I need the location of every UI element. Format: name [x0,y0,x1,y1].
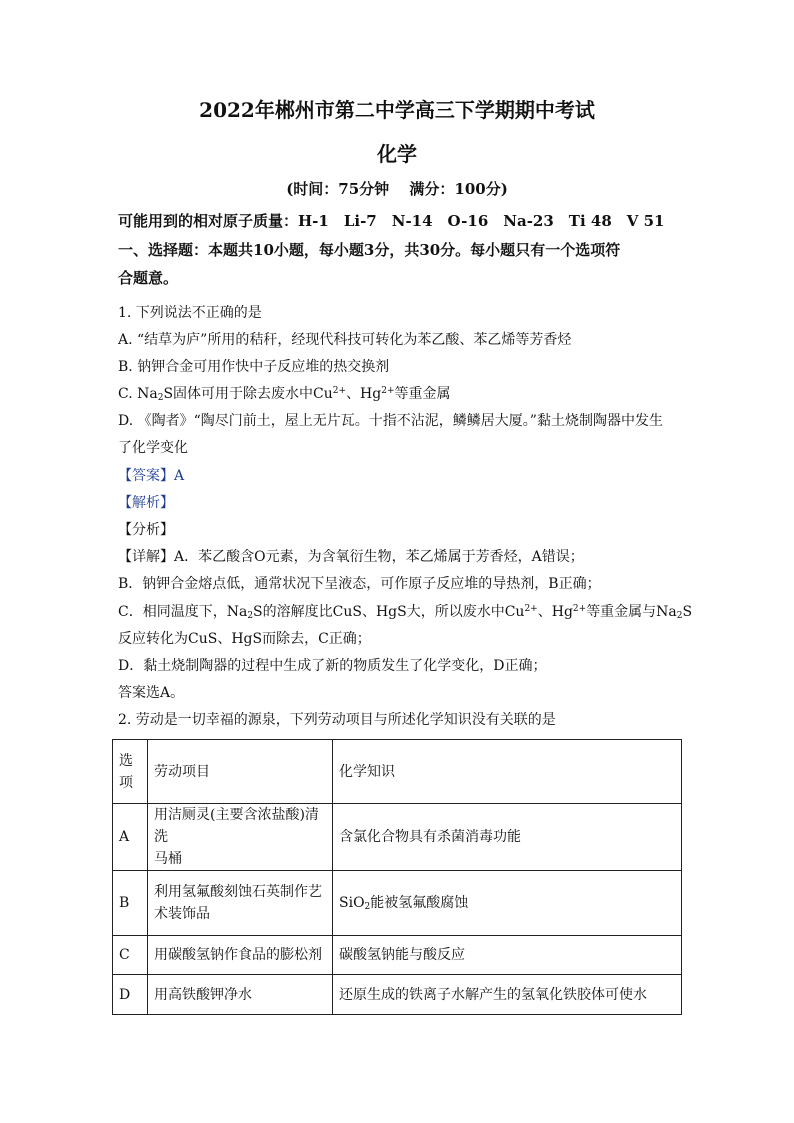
row-option: A [113,804,148,871]
row-labor-item: 利用氢氟酸刻蚀石英制作艺 术装饰品 [148,871,333,936]
subject-title: 化学 [377,142,417,166]
q1-option-d: D. 《陶者》“陶尽门前土，屋上无片瓦。十指不沾泥，鳞鳞居大厦。”黏土烧制陶器中发生 [118,413,663,429]
table-row [113,804,682,871]
q1-option-b: B. 钠钾合金可用作快中子反应堆的热交换剂 [118,359,390,375]
q1-jiexi-label: 【解析】 [118,495,174,511]
q1-option-d-cont: 了化学变化 [118,440,188,456]
row-option: C [113,936,148,975]
row-labor-item: 用碳酸氢钠作食品的膨松剂 [148,936,333,975]
table-row [113,936,682,975]
row-option: D [113,975,148,1015]
table-row [113,871,682,936]
q2-stem: 2. 劳动是一切幸福的源泉，下列劳动项目与所述化学知识没有关联的是 [118,712,556,728]
q1-fenxi-label: 【分析】 [118,522,174,538]
q1-stem: 1. 下列说法不正确的是 [118,305,262,321]
section-heading-cont: 合题意。 [118,269,179,287]
table-header-row [113,740,682,804]
q2-table [112,739,682,1015]
q1-explanation-d: D．黏土烧制陶器的过程中生成了新的物质发生了化学变化，D正确； [118,658,547,674]
row-option: B [113,871,148,936]
q1-option-c: C. $Na_2S$固体可用于除去废水中$Cu^{2+}$、$Hg^{2+}$等重金属 [118,386,451,403]
table-row [113,975,682,1015]
row-labor-item: 用高铁酸钾净水 [148,975,333,1015]
row-chem-knowledge: 碳酸氢钠能与酸反应 [333,936,682,975]
q1-conclusion: 答案选A。 [118,685,185,701]
atomic-masses: 可能用到的相对原子质量：H-1 Li-7 N-14 O-16 Na-23 Ti 48 V 51 [118,212,665,230]
q1-explanation-b: B．钠钾合金熔点低，通常状况下呈液态，可作原子反应堆的导热剂，B正确； [118,576,601,592]
q1-explanation-a: 【详解】A．苯乙酸含O元素，为含氧衍生物，苯乙烯属于芳香烃，A错误； [118,549,584,565]
row-chem-knowledge: SiO$_2$能被氢氟酸腐蚀 [333,871,682,936]
exam-title: 2022年郴州市第二中学高三下学期期中考试 [199,98,595,122]
header-chem-knowledge: 化学知识 [333,740,682,804]
row-chem-knowledge: 含氯化合物具有杀菌消毒功能 [333,804,682,871]
row-chem-knowledge: 还原生成的铁离子水解产生的氢氧化铁胶体可使水 [333,975,682,1015]
row-labor-item: 用洁厕灵(主要含浓盐酸)清洗 马桶 [148,804,333,871]
section-heading: 一、选择题：本题共10小题，每小题3分，共30分。每小题只有一个选项符 [118,241,621,259]
exam-time-info: (时间：75分钟 满分：100分) [286,180,508,198]
q1-option-a: A. “结草为庐”所用的秸秆，经现代科技可转化为苯乙酸、苯乙烯等芳香烃 [118,332,572,348]
header-labor-item: 劳动项目 [148,740,333,804]
q1-explanation-c: C．相同温度下，$Na_2S$的溶解度比CuS、HgS大，所以废水中$Cu^{2+}$、$Hg^{2+}$等重金属与$Na_2S$ [118,604,693,621]
q1-answer: 【答案】A [118,468,185,484]
header-option: 选 项 [113,740,148,804]
q1-explanation-c-cont: 反应转化为CuS、HgS而除去，C正确； [118,631,371,647]
